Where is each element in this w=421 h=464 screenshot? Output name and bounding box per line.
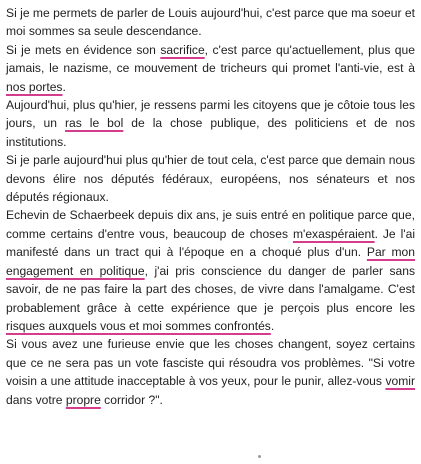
underlined-phrase: m'exaspéraient [292, 226, 375, 241]
paragraph-1: Si je me permets de parler de Louis aujourd'hui, c'est parce que ma soeur et moi sommes sa seule descendance. [6, 6, 415, 39]
paragraph-6: Si vous avez une furieuse envie que les choses changent, soyez certains que ce ne sera pas un vote fasciste qui résoudra vos problèmes. "Si votre voisin a une attitude inacceptable à vos yeux, pour le punir, allez-vous vomir dans votre propre corridor ?". [6, 337, 415, 407]
paragraph-2: Si je mets en évidence son sacrifice, c'est parce qu'actuellement, plus que jamais, le nazisme, ce mouvement de tricheurs qui promet l'anti-vie, est à nos portes. [6, 42, 415, 94]
paragraph-3: Aujourd'hui, plus qu'hier, je ressens parmi les citoyens que je côtoie tous les jours, un ras le bol de la chose publique, des politiciens et de nos institutions. [6, 98, 416, 149]
body-text [6, 4, 415, 409]
underlined-phrase: vomir [385, 374, 415, 389]
underlined-phrase: nos portes [6, 79, 63, 94]
underlined-phrase: risques auxquels vous et moi sommes confrontés [6, 318, 271, 333]
paragraph-5: Echevin de Schaerbeek depuis dix ans, je suis entré en politique parce que, comme certains d'entre vous, beaucoup de choses m'exaspéraient. Je l'ai manifesté dans un tract qui à l'époque en a choqué plus d'un. Par mon engagement en politique, j'ai pris conscience du danger de parler sans savoir, de ne pas faire la part des choses, de vivre dans l'amalgame. C'est probablement grâce à cette expérience que je perçois plus encore les risques auxquels vous et moi sommes confrontés. [6, 208, 416, 333]
stray-dot-mark [258, 455, 261, 458]
underlined-phrase: sacrifice [160, 42, 205, 57]
underlined-phrase: ras le bol [65, 116, 124, 131]
paragraph-4: Si je parle aujourd'hui plus qu'hier de tout cela, c'est parce que demain nous devons élire nos députés fédéraux, européens, nos sénateurs et nos députés régionaux. [6, 153, 415, 205]
underlined-phrase: propre [65, 392, 101, 407]
underlined-phrase: Par mon engagement en politique [6, 245, 415, 278]
